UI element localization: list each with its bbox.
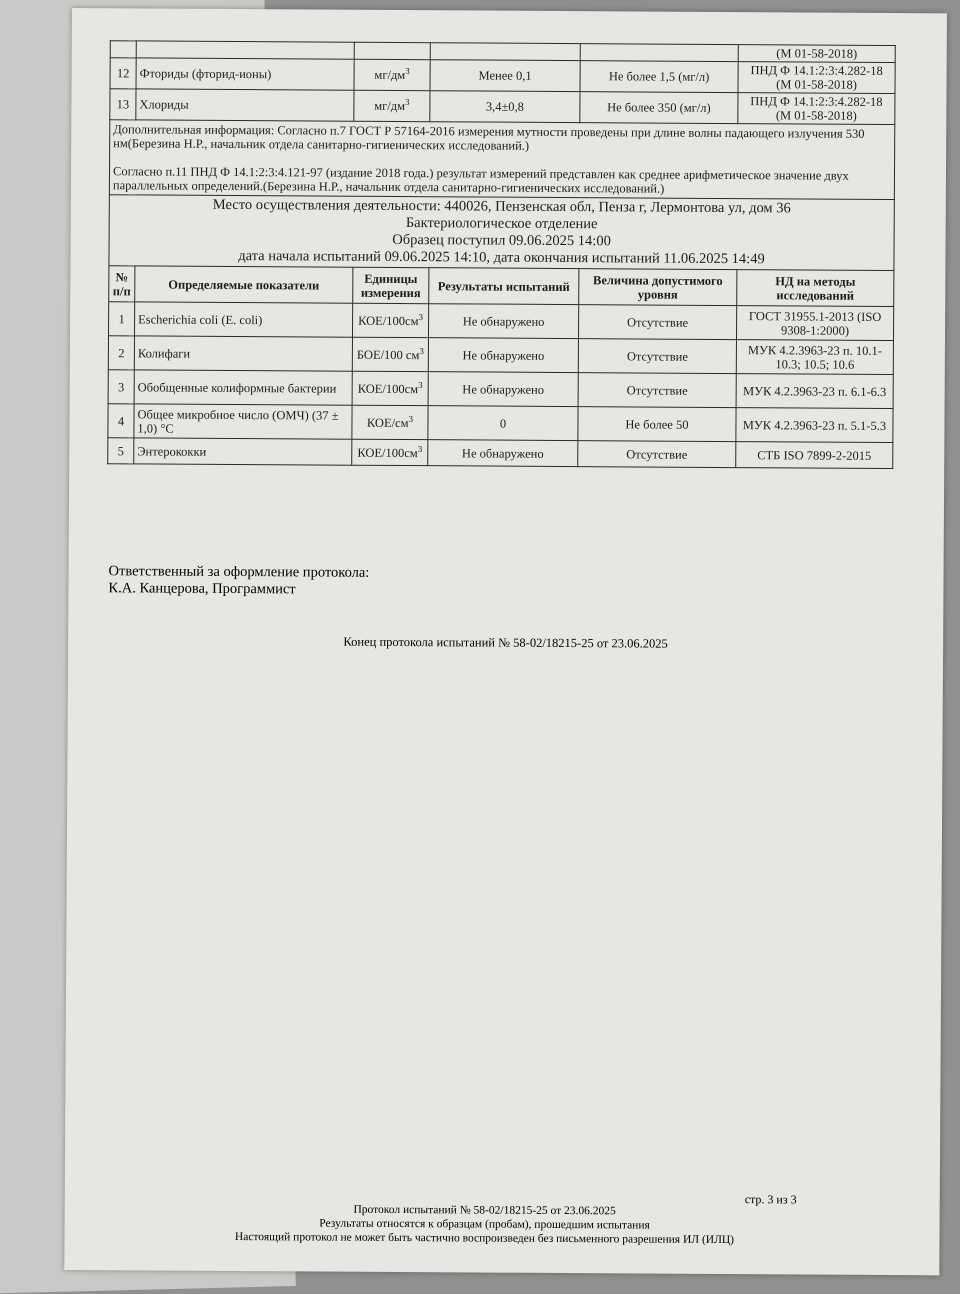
result-cell: Не обнаружено [428,304,578,339]
unit-cell: КОЕ/$см^3$ [352,405,428,439]
row-number: 2 [108,336,134,370]
document-page [64,8,947,1275]
norm-cell: Не более 1,5 (мг/л) [580,61,738,93]
header-method: НД на методы исследований [737,270,894,307]
page-number: стр. 3 из 3 [744,1192,797,1207]
protocol-content [107,40,895,469]
norm-cell: Отсутствие [578,339,736,374]
results-table [107,40,896,469]
method-cell: МУК 4.2.3963-23 п. 10.1-10.3; 10.5; 10.6 [736,340,893,375]
table-row [108,336,893,375]
result-cell: Не обнаружено [428,372,578,407]
method-cell: ПНД Ф 14.1:2:3:4.282-18 (М 01-58-2018) [738,93,895,125]
result-cell: Не обнаружено [428,440,578,467]
indicator-name: Фториды (фторид-ионы) [136,58,354,90]
result-cell: 3,4±0,8 [430,91,580,123]
table-row [108,370,893,409]
responsible-name: К.А. Канцерова, Программист [108,580,296,598]
unit-cell: $мг/дм^3$ [354,90,430,121]
additional-info: Дополнительная информация: Согласно п.7 ГОСТ Р 57164-2016 измерения мутности проведены при длине волны падающего излучения 530 нм(Березина Н.Р., начальник отдела санитарно-гигиенических исследований.) Согласно п.11 ПНД Ф 14.1:2:3:4.121-97 (издание 2018 года.) результат измерений представлен как среднее арифметическое значение двух параллельных определений.(Березина Н.Р., начальник отдела санитарно-гигиенических исследований.) [109,120,894,200]
row-number: 5 [108,438,134,464]
table-row [110,89,895,125]
header-unit: Единицы измерения [353,267,429,303]
indicator-name: Escherichia coli (E. coli) [134,302,352,337]
row-number: 4 [108,404,134,438]
responsible-block [108,563,369,599]
table-row [110,58,895,94]
unit-cell: КОЕ/$100см^3$ [352,371,428,405]
indicator-name: Энтерококки [134,438,352,465]
unit-cell: КОЕ/$100см^3$ [352,439,428,465]
method-cell: ГОСТ 31955.1-2013 (ISO 9308-1:2000) [736,306,893,341]
header-norm: Величина допустимого уровня [579,269,737,306]
unit-cell: БОЕ/100 $см^3$ [352,337,428,371]
result-cell: Не обнаружено [428,338,578,373]
row-number: 1 [108,302,134,336]
header-number: № п/п [109,266,135,302]
norm-cell: Отсутствие [578,373,736,408]
activity-place: Место осуществления деятельности: 440026, Пензенская обл, Пенза г, Лермонтова ул, дом 36 [212,196,791,217]
indicator-name: Обобщенные колиформные бактерии [134,370,352,405]
norm-cell: Отсутствие [578,305,736,340]
method-cell: МУК 4.2.3963-23 п. 6.1-6.3 [736,374,893,409]
row-number: 12 [110,58,136,89]
header-result: Результаты испытаний [429,268,579,305]
table-row [108,438,893,469]
result-cell: 0 [428,406,578,441]
table-header [109,266,894,307]
method-cell: МУК 4.2.3963-23 п. 5.1-5.3 [736,408,893,443]
method-cell: (М 01-58-2018) [738,45,895,63]
result-cell: Менее 0,1 [430,60,580,92]
test-dates: дата начала испытаний 09.06.2025 14:10, дата окончания испытаний 11.06.2025 14:49 [238,248,765,268]
row-number: 3 [108,370,134,404]
department: Бактериологическое отделение [405,215,598,233]
sample-info [109,195,894,271]
responsible-label: Ответственный за оформление протокола: [108,563,370,581]
table-row [109,195,894,271]
unit-cell: $мг/дм^3$ [354,59,430,90]
table-row [108,302,893,341]
indicator-name: Хлориды [136,89,354,121]
norm-cell: Отсутствие [578,441,736,468]
table-row [108,404,893,443]
table-row [109,120,894,200]
sample-received: Образец поступил 09.06.2025 14:00 [392,231,611,250]
row-number: 13 [110,89,136,120]
norm-cell: Не более 350 (мг/л) [580,92,738,124]
method-cell: ПНД Ф 14.1:2:3:4.282-18 (М 01-58-2018) [738,62,895,94]
page-footer: Протокол испытаний № 58-02/18215-25 от 23.06.2025 Результаты относятся к образцам (пробам), прошедшим испытания Настоящий протокол не может быть частично воспроизведен без письменного разрешения ИЛ (ИЛЦ) [234,1203,735,1247]
protocol-end: Конец протокола испытаний № 58-02/18215-25 от 23.06.2025 [343,634,668,651]
method-cell: СТБ ISO 7899-2-2015 [736,442,893,469]
indicator-name: Колифаги [134,336,352,371]
header-indicator: Определяемые показатели [135,266,353,303]
indicator-name: Общее микробное число (ОМЧ) (37 ± 1,0) °С [134,404,352,439]
unit-cell: КОЕ/$100см^3$ [352,303,428,337]
norm-cell: Не более 50 [578,407,736,442]
